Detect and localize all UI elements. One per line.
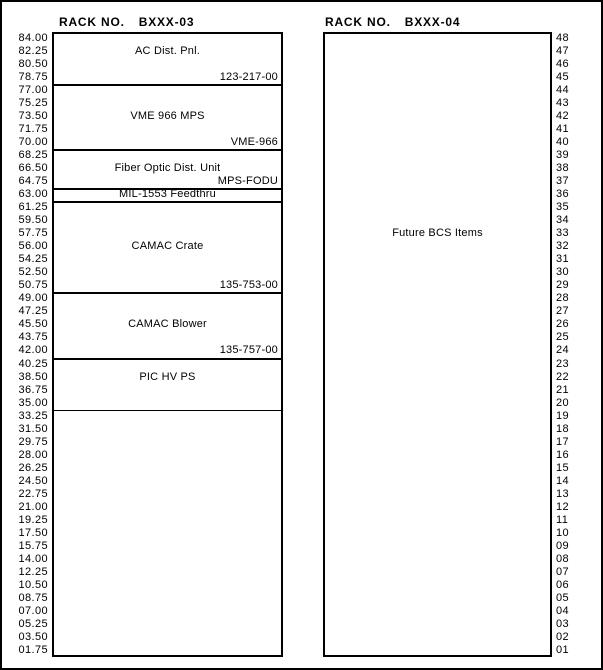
rack-unit-label: 35.00 xyxy=(18,397,48,409)
rack-unit-label: 17.50 xyxy=(18,527,48,539)
rack-unit-label: 01.75 xyxy=(18,644,48,656)
rack-unit-label: 43 xyxy=(556,97,570,109)
compartment-divider xyxy=(54,358,281,360)
rack-unit-label: 12 xyxy=(556,501,570,513)
compartment-name: VME 966 MPS xyxy=(130,110,205,123)
rack-unit-label: 50.75 xyxy=(18,279,48,291)
rack-unit-label: 24.50 xyxy=(18,475,48,487)
rack-unit-label: 08 xyxy=(556,553,570,565)
compartment-code: 135-757-00 xyxy=(219,344,278,357)
rack-unit-label: 38 xyxy=(556,162,570,174)
rack-unit-label: 33 xyxy=(556,227,570,239)
rack-unit-label: 42.00 xyxy=(18,344,48,356)
rack-unit-label: 38.50 xyxy=(18,371,48,383)
rack-unit-label: 43.75 xyxy=(18,331,48,343)
rack-unit-label: 03 xyxy=(556,618,570,630)
compartment-divider xyxy=(54,84,281,86)
rack-unit-label: 05.25 xyxy=(18,618,48,630)
rack-04-title xyxy=(325,14,460,30)
rack-unit-label: 16 xyxy=(556,449,570,461)
rack-unit-label: 63.00 xyxy=(18,188,48,200)
compartment-code: 135-753-00 xyxy=(219,279,278,292)
rack-unit-label: 03.50 xyxy=(18,631,48,643)
rack-unit-label: 44 xyxy=(556,84,570,96)
compartment-divider xyxy=(54,410,281,411)
rack-unit-label: 26 xyxy=(556,318,570,330)
compartment-code: MPS-FODU xyxy=(217,175,278,188)
rack-unit-label: 28.00 xyxy=(18,449,48,461)
rack-unit-label: 07.00 xyxy=(18,605,48,617)
rack-unit-label: 52.50 xyxy=(18,266,48,278)
rack-unit-label: 14 xyxy=(556,475,570,487)
rack-unit-label: 66.50 xyxy=(18,162,48,174)
compartment-name: Fiber Optic Dist. Unit xyxy=(114,162,221,175)
rack-unit-label: 56.00 xyxy=(18,240,48,252)
rack-unit-label: 27 xyxy=(556,305,570,317)
rack-unit-label: 20 xyxy=(556,397,570,409)
compartment-name: CAMAC Crate xyxy=(131,240,204,253)
rack-unit-label: 54.25 xyxy=(18,253,48,265)
rack-unit-label: 26.25 xyxy=(18,462,48,474)
rack-unit-label: 39 xyxy=(556,149,570,161)
rack-unit-label: 77.00 xyxy=(18,84,48,96)
rack-unit-label: 08.75 xyxy=(18,592,48,604)
rack-unit-label: 57.75 xyxy=(18,227,48,239)
rack-unit-label: 35 xyxy=(556,201,570,213)
rack-unit-label: 37 xyxy=(556,175,570,187)
rack-unit-label: 71.75 xyxy=(18,123,48,135)
rack-03-title xyxy=(59,14,194,30)
rack-unit-label: 70.00 xyxy=(18,136,48,148)
rack-unit-label: 05 xyxy=(556,592,570,604)
rack-unit-label: 59.50 xyxy=(18,214,48,226)
rack-unit-label: 46 xyxy=(556,58,570,70)
rack-04-box xyxy=(323,32,552,657)
rack-unit-label: 28 xyxy=(556,292,570,304)
rack-unit-label: 40 xyxy=(556,136,570,148)
rack-unit-label: 14.00 xyxy=(18,553,48,565)
compartment-divider xyxy=(54,292,281,294)
rack-unit-label: 22.75 xyxy=(18,488,48,500)
rack-unit-label: 23 xyxy=(556,358,570,370)
rack-unit-label: 78.75 xyxy=(18,71,48,83)
compartment-divider xyxy=(54,201,281,203)
rack-03-unit-scale xyxy=(4,32,49,657)
rack-unit-label: 25 xyxy=(556,331,570,343)
rack-unit-label: 11 xyxy=(556,514,569,526)
rack-unit-label: 04 xyxy=(556,605,570,617)
rack-unit-label: 34 xyxy=(556,214,570,226)
rack-unit-label: 15 xyxy=(556,462,570,474)
compartment-name: MIL-1553 Feedthru xyxy=(119,188,216,201)
rack-unit-label: 21.00 xyxy=(18,501,48,513)
rack-unit-label: 42 xyxy=(556,110,570,122)
rack-unit-label: 47 xyxy=(556,45,570,57)
rack-unit-label: 30 xyxy=(556,266,570,278)
rack-unit-label: 07 xyxy=(556,566,570,578)
rack-unit-label: 45 xyxy=(556,71,570,83)
compartment-code: VME-966 xyxy=(230,136,278,149)
rack-unit-label: 19 xyxy=(556,410,570,422)
rack-unit-label: 45.50 xyxy=(18,318,48,330)
rack-unit-label: 10 xyxy=(556,527,570,539)
rack-unit-label: 17 xyxy=(556,436,570,448)
rack-04-unit-scale xyxy=(556,32,601,657)
compartment-code: 123-217-00 xyxy=(219,71,278,84)
rack-unit-label: 01 xyxy=(556,644,570,656)
rack-unit-label: 13 xyxy=(556,488,570,500)
compartment-name: AC Dist. Pnl. xyxy=(135,45,200,58)
rack-unit-label: 10.50 xyxy=(18,579,48,591)
rack-04-title-number: BXXX-04 xyxy=(404,15,461,29)
rack-unit-label: 64.75 xyxy=(18,175,48,187)
rack-unit-label: 12.25 xyxy=(18,566,48,578)
rack-unit-label: 32 xyxy=(556,240,570,252)
rack-unit-label: 18 xyxy=(556,423,570,435)
rack-unit-label: 36 xyxy=(556,188,570,200)
rack-unit-label: 40.25 xyxy=(18,358,48,370)
rack-04-title-label: RACK NO. xyxy=(325,15,391,29)
rack-unit-label: 22 xyxy=(556,371,570,383)
rack-unit-label: 48 xyxy=(556,32,570,44)
rack-unit-label: 36.75 xyxy=(18,384,48,396)
rack-unit-label: 29.75 xyxy=(18,436,48,448)
rack-unit-label: 19.25 xyxy=(18,514,48,526)
rack-center-label: Future BCS Items xyxy=(392,227,483,240)
rack-03-title-number: BXXX-03 xyxy=(138,15,195,29)
rack-03-title-label: RACK NO. xyxy=(59,15,125,29)
rack-unit-label: 31 xyxy=(556,253,570,265)
rack-unit-label: 47.25 xyxy=(18,305,48,317)
rack-unit-label: 15.75 xyxy=(18,540,48,552)
rack-unit-label: 84.00 xyxy=(18,32,48,44)
rack-unit-label: 80.50 xyxy=(18,58,48,70)
rack-unit-label: 75.25 xyxy=(18,97,48,109)
rack-unit-label: 49.00 xyxy=(18,292,48,304)
rack-unit-label: 82.25 xyxy=(18,45,48,57)
rack-unit-label: 61.25 xyxy=(18,201,48,213)
rack-unit-label: 21 xyxy=(556,384,570,396)
rack-unit-label: 24 xyxy=(556,344,570,356)
rack-unit-label: 06 xyxy=(556,579,570,591)
rack-unit-label: 09 xyxy=(556,540,570,552)
rack-unit-label: 31.50 xyxy=(18,423,48,435)
rack-unit-label: 02 xyxy=(556,631,570,643)
rack-unit-label: 41 xyxy=(556,123,570,135)
rack-unit-label: 29 xyxy=(556,279,570,291)
rack-unit-label: 33.25 xyxy=(18,410,48,422)
compartment-name: PIC HV PS xyxy=(139,370,196,383)
rack-unit-label: 68.25 xyxy=(18,149,48,161)
compartment-divider xyxy=(54,149,281,151)
rack-03-box xyxy=(52,32,283,657)
compartment-name: CAMAC Blower xyxy=(128,318,207,331)
rack-unit-label: 73.50 xyxy=(18,110,48,122)
